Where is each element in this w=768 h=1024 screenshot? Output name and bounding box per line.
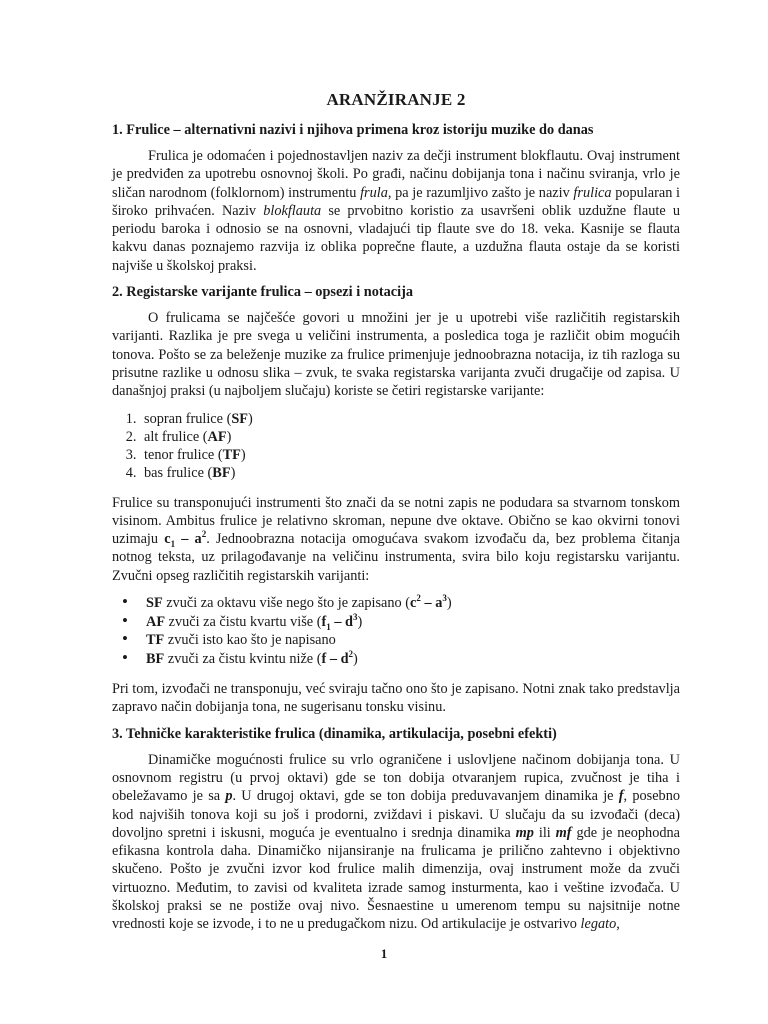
list-item: 1. sopran frulice (SF) [140, 410, 680, 428]
section-3-heading: 3. Tehničke karakteristike frulica (dinamika, artikulacija, posebni efekti) [112, 725, 557, 742]
list-item: 2. alt frulice (AF) [140, 428, 680, 446]
section-2-heading: 2. Registarske varijante frulica – opsezi i notacija [112, 284, 413, 301]
register-variants-list [112, 410, 680, 482]
list-item: 4. bas frulice (BF) [140, 464, 680, 482]
list-item: 3. tenor frulice (TF) [140, 446, 680, 464]
section-1-paragraph: Frulica je odomaćen i pojednostavljen naziv za dečji instrument blokflautu. Ovaj instrument je predviđen za upotrebu osnovnoj školi. Po građi, načinu dobijanja tona i načinu sviranja, vrlo je sličan narodnom (folklornom) instrumentu frula, pa je razumljivo zašto je naziv frulica popularan i široko prihvaćen. Naziv blokflauta se prvobitno koristio za usavršeni oblik uzdužne flaute u periodu baroka i odnosio se na osnovni, vladajući tip flaute sve do 18. veka. Kasnije se flauta kakvu danas poznajemo razvija iz oblika poprečne flaute, a uzdužna flauta ostaje da se koristi najviše u školskoj praksi. [112, 148, 680, 274]
list-item: • SF zvuči za oktavu više nego što je zapisano $(c^2 - a^3)$ [142, 594, 680, 613]
section-2-paragraph-2: Frulice su transponujući instrumenti što znači da se notni zapis ne podudara sa stvarnom tonskom visinom. Ambitus frulice je relativno skroman, nepune dve oktave. Obično se kao okvirni tonovi uzimaju $c_1 - a^2$. Jednoobrazna notacija omogućava svakom izvođaču da, bez problema čitanja notnog teksta, uz prilagođavanje na veličinu instrumenta, svira bilo koju registarsku varijantu. Zvučni opseg različitih registarskih varijanti: [112, 494, 680, 584]
page-number: 1 [380, 946, 388, 961]
list-item: • TF zvuči isto kao što je napisano [142, 631, 680, 650]
list-item: • AF zvuči za čistu kvartu više $(f_1 - d^3)$ [142, 613, 680, 632]
section-1-heading: 1. Frulice – alternativni nazivi i njihova primena kroz istoriju muzike do danas [112, 122, 594, 138]
document-title: ARANŽIRANJE 2 [326, 90, 466, 109]
section-3-paragraph: Dinamičke mogućnosti frulice su vrlo ograničene i uslovljene načinom dobijanja tona. U osnovnom registru (u prvoj oktavi) gde se ton dobija otvaranjem rupica, zvučnost je tiha i obeležavamo je sa p. U drugoj oktavi, gde se ton dobija preduvavanjem dinamika je f, posebno kod najviših tonova koji su još i prodorni, zviždavi i piskavi. U slučaju da su izvođači (deca) dovoljno spretni i iskusni, moguća je eventualno i srednja dinamika mp ili mf gde je neophodna efikasna kontrola daha. Dinamičko nijansiranje na frulicama je prilično zahtevno i objektivno skučeno. Pošto je zvučni izvor kod frulice malih dimenzija, ovaj instrument može da zvuči virtuozno. Međutim, to zavisi od kvaliteta izrade samog insturmenta, kao i veštine izvođača. U školskoj praksi se ne postiže ovaj nivo. Šesnaestine u umerenom tempu su najsitnije notne vrednosti koje se izvode, i to ne u predugačkom nizu. Od artikulacije je ostvarivo legato, [112, 751, 680, 933]
section-2-paragraph-1: O frulicama se najčešće govori u množini jer je u upotrebi više različitih registarskih varijanti. Razlika je pre svega u veličini instrumenta, a posledica toga je različit obim mogućih tonova. Pošto se za beleženje muzike za frulice primenjuje jednoobrazna notacija, iz tih razloga su prisutne razlike u odnosu slika – zvuk, te svaka registarska varijanta zvuči drugačije od zapisa. U današnjoj praksi (u najboljem slučaju) koriste se četiri registarske varijante: [112, 310, 680, 400]
sound-range-list [112, 594, 680, 668]
section-2-paragraph-3: Pri tom, izvođači ne transponuju, već sviraju tačno ono što je zapisano. Notni znak tako predstavlja zapravo način dobijanja tona, ne sugerisanu tonsku visinu. [112, 681, 680, 716]
list-item: • BF zvuči za čistu kvintu niže $(f - d^2)$ [142, 650, 680, 669]
